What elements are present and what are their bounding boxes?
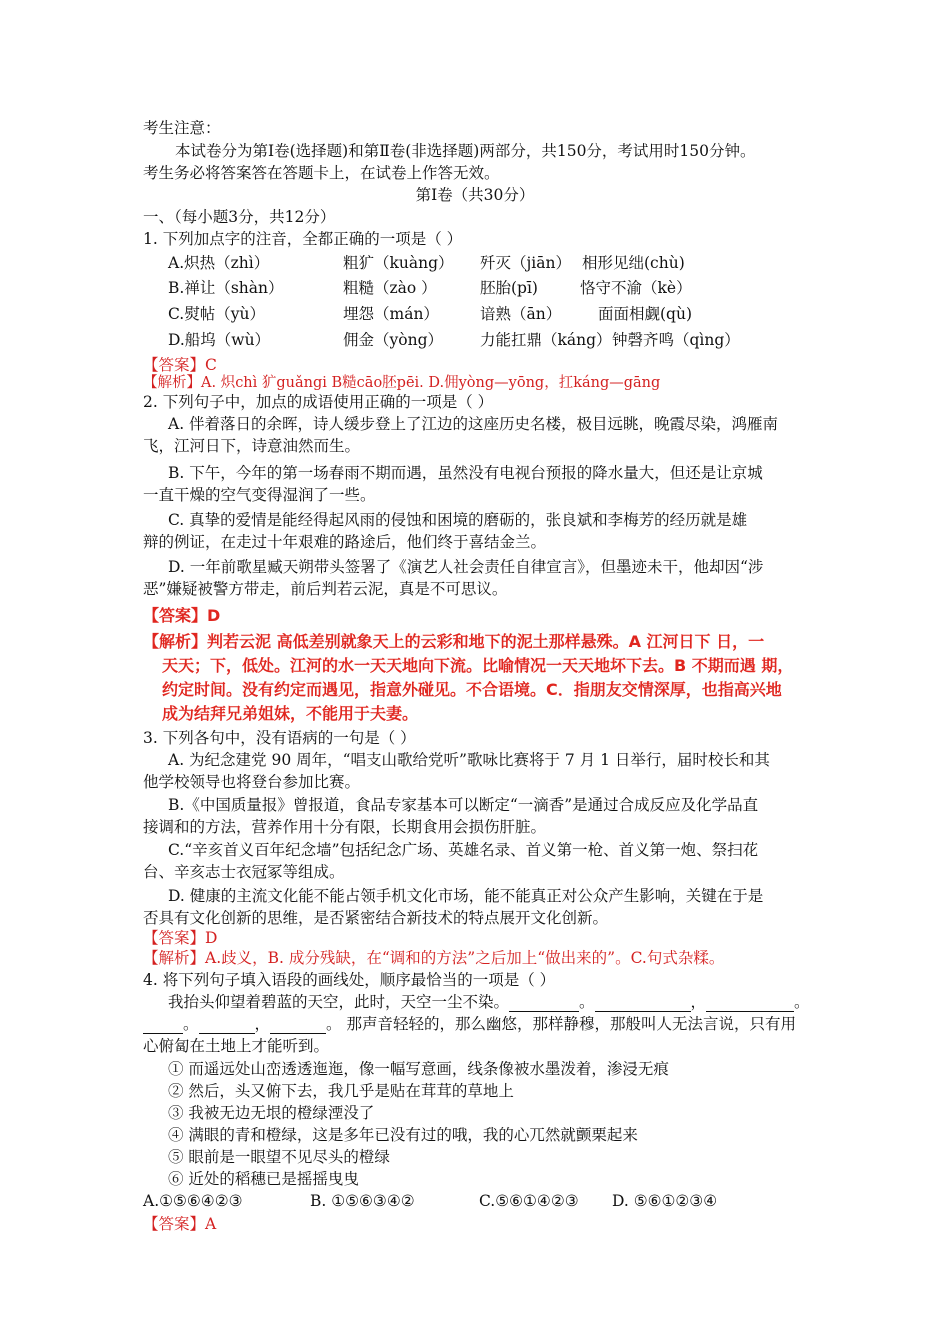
answer-value: A xyxy=(205,1215,217,1233)
q1-option-d-2: 佣金（yòng） xyxy=(343,331,443,349)
answer-value: C xyxy=(205,356,217,374)
analysis-text: 判若云泥 高低差别就象天上的云彩和地下的泥土那样悬殊。A 江河日下 日，一 xyxy=(207,632,765,651)
q2-analysis-line-4: 成为结拜兄弟姐妹，不能用于夫妻。 xyxy=(162,704,419,723)
q3-option-c-line-1: C.“辛亥首义百年纪念墙”包括纪念广场、英雄名录、首义第一枪、首义第一炮、祭扫花 xyxy=(168,841,759,859)
q1-option-c-2: 埋怨（mán） xyxy=(343,305,439,323)
q2-option-d-line-2: 恶”嫌疑被警方带走，前后判若云泥，真是不可思议。 xyxy=(143,580,508,598)
fill-blank xyxy=(509,996,579,1012)
q4-stem: 4. 将下列句子填入语段的画线处，顺序最恰当的一项是（ ） xyxy=(143,971,556,989)
q2-analysis-line-1 xyxy=(143,632,764,652)
q2-option-b-line-2: 一直干燥的空气变得湿润了一些。 xyxy=(143,486,376,504)
q1-option-d-4: 钟磬齐鸣（qìng） xyxy=(612,331,740,349)
q4-sep: 。 xyxy=(579,993,595,1011)
part-title: 第Ⅰ卷（共30分） xyxy=(415,186,535,204)
q4-sep: ， xyxy=(690,993,707,1011)
q4-sep: 。 xyxy=(183,1015,199,1033)
analysis-label: 【解析】 xyxy=(143,375,201,391)
q4-option-a: A.①⑤⑥④②③ xyxy=(143,1192,243,1210)
q2-stem: 2. 下列句子中，加点的成语使用正确的一项是（ ） xyxy=(143,393,494,411)
q4-option-d: D. ⑤⑥①②③④ xyxy=(612,1192,718,1210)
q4-option-c: C.⑤⑥①④②③ xyxy=(479,1192,579,1210)
q3-option-c-line-2: 台、辛亥志士衣冠冢等组成。 xyxy=(143,863,345,881)
answer-label: 【答案】 xyxy=(143,606,208,625)
answer-value: D xyxy=(207,606,221,625)
q3-answer xyxy=(143,928,217,948)
q1-option-a-1: A.炽热（zhì） xyxy=(168,254,270,272)
notice-line-1: 本试卷分为第Ⅰ卷(选择题)和第Ⅱ卷(非选择题)两部分，共150分，考试用时150分钟。 xyxy=(175,142,756,160)
q4-paragraph-start: 我抬头仰望着碧蓝的天空，此时，天空一尘不染。 xyxy=(168,993,510,1011)
answer-label: 【答案】 xyxy=(143,929,206,947)
fill-blank xyxy=(199,1018,255,1034)
q1-option-a-4: 相形见绌(chù) xyxy=(582,254,685,272)
q4-option-b: B. ①⑤⑥③④② xyxy=(310,1192,415,1210)
q3-option-d-line-2: 否具有文化创新的思维，是否紧密结合新技术的特点展开文化创新。 xyxy=(143,909,609,927)
q4-paragraph-rest: 。 那声音轻轻的，那么幽悠，那样静穆，那般叫人无法言说，只有用 xyxy=(326,1015,796,1033)
q4-item-1: ① 而遥远处山峦透透迤迤，像一幅写意画，线条像被水墨泼着，渗浸无痕 xyxy=(168,1060,669,1078)
q2-answer xyxy=(143,606,220,626)
q2-option-b-line-1: B. 下午，今年的第一场春雨不期而遇，虽然没有电视台预报的降水量大，但还是让京城 xyxy=(168,464,763,482)
notice-title: 考生注意： xyxy=(143,119,221,137)
q4-item-3: ③ 我被无边无垠的橙绿湮没了 xyxy=(168,1104,375,1122)
answer-label: 【答案】 xyxy=(143,1215,206,1233)
q2-option-c-line-2: 辩的例证，在走过十年艰难的路途后，他们终于喜结金兰。 xyxy=(143,533,547,551)
q4-item-5: ⑤ 眼前是一眼望不见尽头的橙绿 xyxy=(168,1148,390,1166)
answer-label: 【答案】 xyxy=(143,356,206,374)
q2-option-c-line-1: C. 真挚的爱情是能经得起风雨的侵蚀和困境的磨砺的，张良斌和李梅芳的经历就是雄 xyxy=(168,511,748,529)
q1-option-b-1: B.禅让（shàn） xyxy=(168,279,284,297)
q1-stem: 1. 下列加点字的注音，全都正确的一项是（ ） xyxy=(143,230,463,248)
q4-item-4: ④ 满眼的青和橙绿，这是多年已没有过的哦，我的心兀然就颤栗起来 xyxy=(168,1126,638,1144)
analysis-label: 【解析】 xyxy=(143,632,208,651)
fill-blank xyxy=(143,1018,183,1034)
q4-sep: ， xyxy=(254,1015,271,1033)
q4-paragraph-line-1 xyxy=(168,992,810,1012)
q2-analysis-line-2: 天天；下，低处。江河的水一天天地向下流。比喻情况一天天地坏下去。B 不期而遇 期， xyxy=(162,656,794,675)
q4-answer xyxy=(143,1214,216,1234)
q4-sep: 。 xyxy=(794,993,810,1011)
q3-analysis xyxy=(143,948,724,968)
q3-option-d-line-1: D. 健康的主流文化能不能占领手机文化市场，能不能真正对公众产生影响，关键在于是 xyxy=(168,887,764,905)
q3-option-b-line-1: B.《中国质量报》曾报道，食品专家基本可以断定“一滴香”是通过合成反应及化学品直 xyxy=(168,796,759,814)
q4-item-2: ② 然后，头又俯下去，我几乎是贴在茸茸的草地上 xyxy=(168,1082,514,1100)
fill-blank xyxy=(595,996,691,1012)
q3-option-a-line-2: 他学校领导也将登台参加比赛。 xyxy=(143,773,361,791)
q1-answer xyxy=(143,355,217,375)
q1-option-d-3: 力能扛鼎（káng） xyxy=(480,331,612,349)
q1-analysis xyxy=(143,373,660,393)
q1-option-c-4: 面面相觑(qù) xyxy=(598,305,692,323)
q2-option-d-line-1: D. 一年前歌星臧天朔带头签署了《演艺人社会责任自律宣言》，但墨迹未干，他却因“涉 xyxy=(168,558,764,576)
analysis-text: A.歧义，B. 成分残缺，在“调和的方法”之后加上“做出来的”。C.句式杂糅。 xyxy=(205,949,725,967)
q2-option-a-line-2: 飞，江河日下，诗意油然而生。 xyxy=(143,437,361,455)
analysis-text: A. 炽chì 犷guǎngi B糙cāo胚pēi. D.佣yòng—yōng，扛káng—gāng xyxy=(201,375,661,391)
q1-option-b-4: 恪守不渝（kè） xyxy=(580,279,692,297)
fill-blank xyxy=(706,996,794,1012)
q1-option-b-3: 胚胎(pī) xyxy=(480,279,538,297)
answer-value: D xyxy=(205,929,218,947)
q3-stem: 3. 下列各句中，没有语病的一句是（ ） xyxy=(143,729,416,747)
section-heading: 一、（每小题3分，共12分） xyxy=(143,208,336,226)
q4-item-6: ⑥ 近处的稻穗已是摇摇曳曳 xyxy=(168,1170,359,1188)
q2-option-a-line-1: A. 伴着落日的余晖，诗人缓步登上了江边的这座历史名楼，极目远眺，晚霞尽染，鸿雁南 xyxy=(168,415,779,433)
q4-paragraph-line-3: 心俯匐在土地上才能听到。 xyxy=(143,1037,330,1055)
q1-option-d-1: D.船坞（wù） xyxy=(168,331,271,349)
q1-option-a-3: 歼灭（jiān） xyxy=(480,254,571,272)
q1-option-c-1: C.熨帖（yù） xyxy=(168,305,265,323)
analysis-label: 【解析】 xyxy=(143,949,206,967)
q1-option-b-2: 粗糙（zào ） xyxy=(343,279,437,297)
q1-option-a-2: 粗犷（kuàng） xyxy=(343,254,454,272)
q1-option-c-3: 谙熟（ān） xyxy=(480,305,562,323)
q3-option-b-line-2: 接调和的方法，营养作用十分有限，长期食用会损伤肝脏。 xyxy=(143,818,547,836)
q2-analysis-line-3: 约定时间。没有约定而遇见，指意外碰见。不合语境。C．指朋友交情深厚，也指高兴地 xyxy=(162,680,782,699)
fill-blank xyxy=(270,1018,326,1034)
q3-option-a-line-1: A. 为纪念建党 90 周年，“唱支山歌给党听”歌咏比赛将于 7 月 1 日举行，届时校长和其 xyxy=(168,751,770,769)
q4-paragraph-line-2 xyxy=(143,1014,796,1034)
notice-line-2: 考生务必将答案答在答题卡上，在试卷上作答无效。 xyxy=(143,164,500,182)
